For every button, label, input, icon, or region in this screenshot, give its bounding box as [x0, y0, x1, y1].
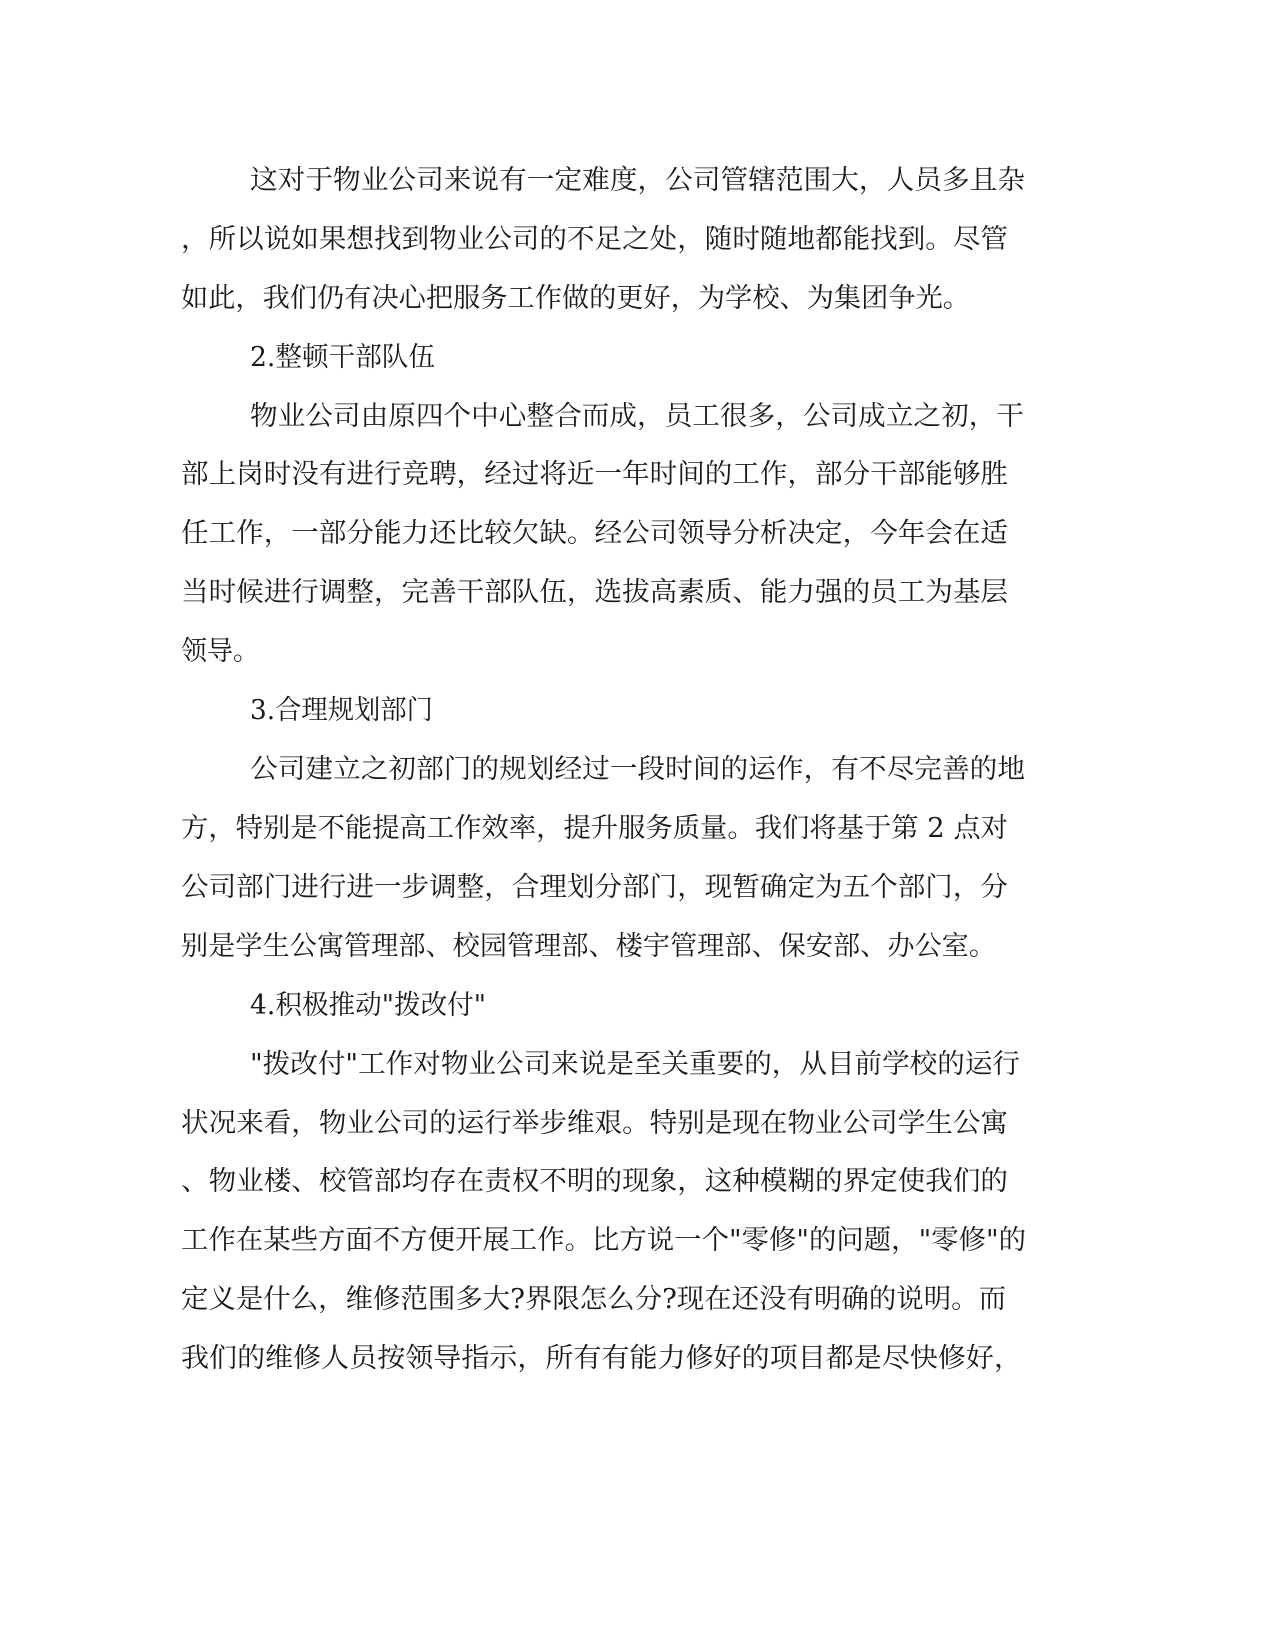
text-line: [0, 927, 1275, 967]
line-text: 任工作，一部分能力还比较欠缺。经公司领导分析决定，今年会在适: [181, 518, 1008, 549]
text-line: [0, 1280, 1275, 1320]
text-line: [0, 809, 1275, 849]
line-text: 、物业楼、校管部均存在责权不明的现象，这种模糊的界定使我们的: [181, 1166, 1008, 1197]
line-text: 公司建立之初部门的规划经过一段时间的运作，有不尽完善的地: [250, 754, 1025, 785]
section-heading: [0, 986, 1275, 1026]
text-line: [0, 220, 1275, 260]
line-text: 公司部门进行进一步调整，合理划分部门，现暂确定为五个部门，分: [181, 872, 1008, 903]
text-line: [0, 1104, 1275, 1144]
text-line: [0, 397, 1275, 437]
text-line: [0, 1045, 1275, 1085]
line-text: 如此，我们仍有决心把服务工作做的更好，为学校、为集团争光。: [181, 283, 971, 314]
line-text: 定义是什么，维修范围多大?界限怎么分?现在还没有明确的说明。而: [181, 1284, 1006, 1315]
line-text: 领导。: [181, 636, 259, 667]
line-text: 物业公司由原四个中心整合而成，员工很多，公司成立之初，干: [250, 401, 1024, 432]
line-text: 状况来看，物业公司的运行举步维艰。特别是现在物业公司学生公寓: [181, 1108, 1008, 1139]
line-text: 2.整顿干部队伍: [250, 342, 435, 373]
text-line: [0, 455, 1275, 495]
line-text: 我们的维修人员按领导指示，所有有能力修好的项目都是尽快修好，: [181, 1343, 1022, 1374]
line-text: ，所以说如果想找到物业公司的不足之处，随时随地都能找到。尽管: [181, 224, 1008, 255]
text-line: [0, 632, 1275, 672]
line-text: 4.积极推动"拨改付": [250, 990, 486, 1021]
line-text: 3.合理规划部门: [250, 695, 433, 726]
text-line: [0, 279, 1275, 319]
line-text: "拨改付"工作对物业公司来说是至关重要的，从目前学校的运行: [250, 1049, 1020, 1080]
line-text: 这对于物业公司来说有一定难度，公司管辖范围大，人员多且杂: [250, 165, 1025, 196]
text-line: [0, 1339, 1275, 1379]
line-text: 当时候进行调整，完善干部队伍，选拔高素质、能力强的员工为基层: [181, 577, 1008, 608]
line-text: 工作在某些方面不方便开展工作。比方说一个"零修"的问题，"零修"的: [181, 1225, 1026, 1256]
text-line: [0, 1162, 1275, 1202]
text-line: [0, 1221, 1275, 1261]
text-line: [0, 573, 1275, 613]
text-line: [0, 868, 1275, 908]
text-line: [0, 161, 1275, 201]
section-heading: [0, 691, 1275, 731]
section-heading: [0, 338, 1275, 378]
line-text: 部上岗时没有进行竞聘，经过将近一年时间的工作，部分干部能够胜: [181, 459, 1008, 490]
text-line: [0, 514, 1275, 554]
line-text: 别是学生公寓管理部、校园管理部、楼宇管理部、保安部、办公室。: [181, 931, 997, 962]
line-text: 方，特别是不能提高工作效率，提升服务质量。我们将基于第 2 点对: [181, 813, 1009, 844]
text-line: [0, 750, 1275, 790]
